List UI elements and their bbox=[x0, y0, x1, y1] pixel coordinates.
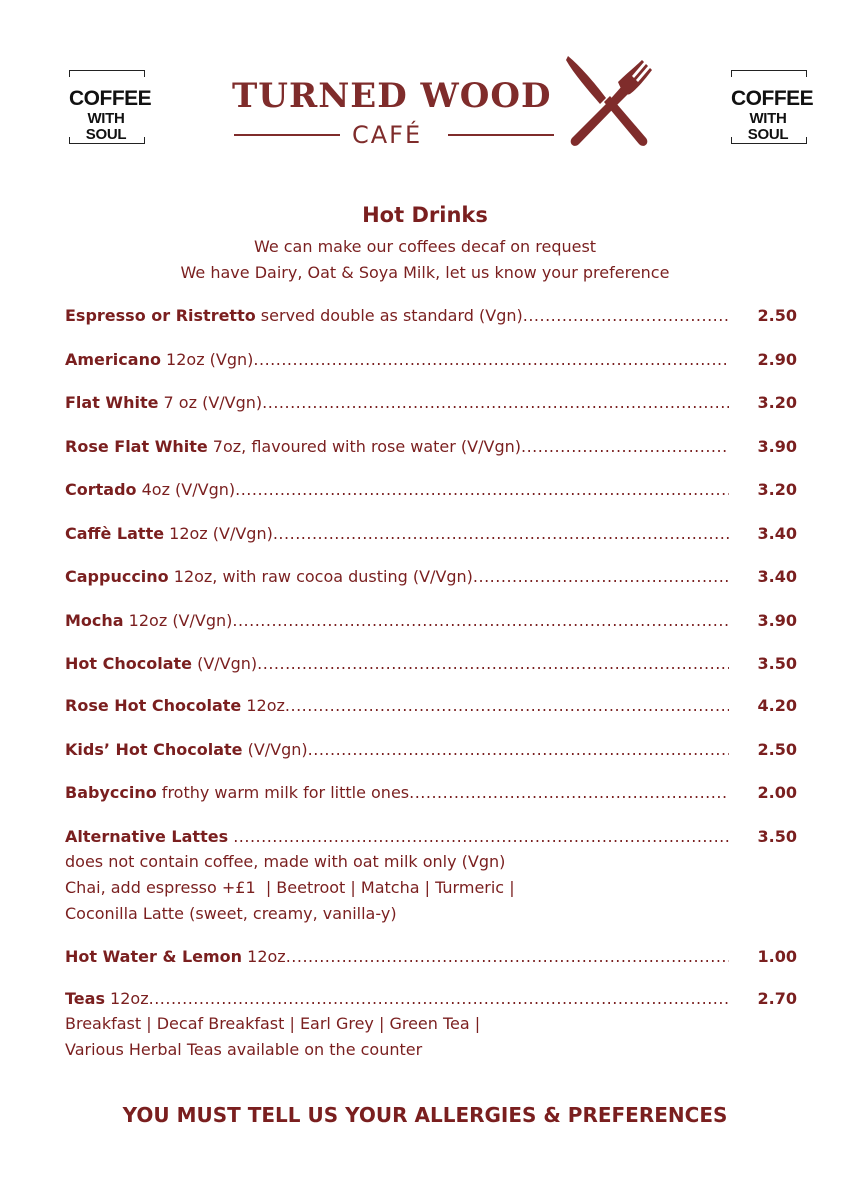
coffee-with-soul-badge-left bbox=[69, 70, 152, 144]
menu-item-desc: 12oz bbox=[241, 696, 285, 715]
menu-item bbox=[65, 306, 797, 326]
menu-item-desc: served double as standard (Vgn) bbox=[255, 306, 523, 325]
menu-item-price: 2.90 bbox=[757, 350, 797, 369]
menu-item-line bbox=[65, 350, 797, 370]
menu-item-price: 2.70 bbox=[757, 989, 797, 1008]
menu-item-name: Hot Water & Lemon bbox=[65, 947, 243, 966]
menu-item-name: Hot Chocolate bbox=[65, 654, 192, 673]
menu-item-name: Mocha bbox=[65, 611, 124, 630]
dot-leader bbox=[473, 567, 729, 587]
menu-item-desc: 12oz (Vgn) bbox=[160, 350, 254, 369]
menu-item-line bbox=[65, 306, 797, 326]
menu-item-price: 3.50 bbox=[757, 827, 797, 846]
menu-item bbox=[65, 989, 797, 1063]
menu-item bbox=[65, 350, 797, 370]
dot-leader bbox=[523, 306, 729, 326]
menu-item-price: 3.20 bbox=[757, 480, 797, 499]
note-decaf: We can make our coffees decaf on request bbox=[253, 237, 597, 256]
dot-leader bbox=[286, 947, 729, 967]
menu-item-price: 2.50 bbox=[757, 740, 797, 759]
menu-item-line bbox=[65, 524, 797, 544]
menu-item-price: 3.90 bbox=[757, 611, 797, 630]
menu-item-line bbox=[65, 783, 797, 803]
menu-item-name: Rose Hot Chocolate bbox=[65, 696, 242, 715]
dot-leader bbox=[233, 827, 729, 847]
menu-item-name: Flat White bbox=[65, 393, 159, 412]
menu-item-detail: Various Herbal Teas available on the counter bbox=[65, 1040, 423, 1059]
badge-line2: WITH SOUL bbox=[85, 110, 127, 143]
menu-item-desc: 12oz bbox=[242, 947, 286, 966]
dot-leader bbox=[273, 524, 729, 544]
allergy-notice: YOU MUST TELL US YOUR ALLERGIES & PREFERENCES bbox=[122, 1103, 728, 1127]
menu-item-name: Americano bbox=[65, 350, 161, 369]
dot-leader bbox=[253, 350, 729, 370]
menu-item-name: Alternative Lattes bbox=[65, 827, 229, 846]
menu-item-line bbox=[65, 654, 797, 674]
menu-item bbox=[65, 611, 797, 631]
menu-item-price: 1.00 bbox=[757, 947, 797, 966]
menu-item bbox=[65, 393, 797, 413]
coffee-with-soul-badge-right bbox=[731, 70, 814, 144]
menu-item bbox=[65, 654, 797, 674]
menu-item-name: Cappuccino bbox=[65, 567, 169, 586]
menu-item-desc: 12oz bbox=[104, 989, 149, 1008]
menu-item-desc: 4oz (V/Vgn) bbox=[136, 480, 236, 499]
menu-item-name: Espresso or Ristretto bbox=[65, 306, 256, 325]
cafe-logo-sub: CAFÉ bbox=[352, 121, 423, 149]
menu-item bbox=[65, 740, 797, 760]
dot-leader bbox=[285, 696, 729, 716]
dot-leader bbox=[308, 740, 729, 760]
menu-item bbox=[65, 524, 797, 544]
menu-item-name: Rose Flat White bbox=[65, 437, 208, 456]
menu-item-line bbox=[65, 567, 797, 587]
menu-item-price: 4.20 bbox=[757, 696, 797, 715]
menu-item-price: 3.40 bbox=[757, 524, 797, 543]
menu-item-detail: Chai, add espresso +£1 | Beetroot | Matcha | Turmeric | bbox=[65, 878, 515, 897]
section-heading: Hot Drinks bbox=[362, 203, 488, 227]
badge-line1: COFFEE bbox=[731, 87, 814, 110]
menu-item-name: Teas bbox=[65, 989, 105, 1008]
menu-item-price: 3.90 bbox=[757, 437, 797, 456]
menu-item-line bbox=[65, 696, 797, 716]
menu-item-desc: 7 oz (V/Vgn) bbox=[158, 393, 263, 412]
logo-rule-left bbox=[234, 134, 340, 136]
menu-item-desc: 12oz (V/Vgn) bbox=[123, 611, 233, 630]
logo-rule-right bbox=[448, 134, 554, 136]
note-milk: We have Dairy, Oat & Soya Milk, let us know your preference bbox=[180, 263, 670, 282]
menu-item-name: Caffè Latte bbox=[65, 524, 165, 543]
dot-leader bbox=[149, 989, 729, 1009]
menu-item-price: 2.50 bbox=[757, 306, 797, 325]
menu-item-desc: 7oz, flavoured with rose water (V/Vgn) bbox=[207, 437, 521, 456]
menu-item-desc: 12oz (V/Vgn) bbox=[164, 524, 273, 543]
menu-item bbox=[65, 696, 797, 716]
dot-leader bbox=[409, 783, 729, 803]
menu-item-detail: does not contain coffee, made with oat milk only (Vgn) bbox=[65, 852, 506, 871]
menu-item bbox=[65, 783, 797, 803]
menu-item bbox=[65, 827, 797, 927]
menu-item bbox=[65, 437, 797, 457]
menu-item-desc: (V/Vgn) bbox=[191, 654, 258, 673]
menu-item-name: Babyccino bbox=[65, 783, 157, 802]
badge-line1: COFFEE bbox=[69, 87, 152, 110]
dot-leader bbox=[262, 393, 729, 413]
menu-item-line bbox=[65, 947, 797, 967]
menu-item-line bbox=[65, 827, 797, 847]
menu-item bbox=[65, 567, 797, 587]
menu-item-line bbox=[65, 437, 797, 457]
menu-item-name: Kids’ Hot Chocolate bbox=[65, 740, 243, 759]
menu-item-line bbox=[65, 393, 797, 413]
menu-item-detail: Coconilla Latte (sweet, creamy, vanilla-y) bbox=[65, 904, 397, 923]
dot-leader bbox=[257, 654, 729, 674]
menu-item-price: 2.00 bbox=[757, 783, 797, 802]
menu-item-price: 3.50 bbox=[757, 654, 797, 673]
dot-leader bbox=[235, 480, 729, 500]
menu-item-desc: (V/Vgn) bbox=[242, 740, 308, 759]
menu-item-name: Cortado bbox=[65, 480, 137, 499]
dot-leader bbox=[521, 437, 729, 457]
menu-item bbox=[65, 480, 797, 500]
menu-item-line bbox=[65, 611, 797, 631]
menu-item-line bbox=[65, 989, 797, 1009]
menu-item-line bbox=[65, 740, 797, 760]
menu-item bbox=[65, 947, 797, 967]
menu-item-price: 3.20 bbox=[757, 393, 797, 412]
menu-item-detail: Breakfast | Decaf Breakfast | Earl Grey | Green Tea | bbox=[65, 1014, 481, 1033]
menu-item-desc: 12oz, with raw cocoa dusting (V/Vgn) bbox=[168, 567, 473, 586]
fork-knife-icon bbox=[560, 52, 652, 152]
dot-leader bbox=[232, 611, 729, 631]
cafe-logo-name: TURNED WOOD bbox=[232, 76, 552, 116]
menu-item-desc: frothy warm milk for little ones bbox=[156, 783, 410, 802]
menu-item-line bbox=[65, 480, 797, 500]
menu-item-price: 3.40 bbox=[757, 567, 797, 586]
badge-line2: WITH SOUL bbox=[747, 110, 789, 143]
